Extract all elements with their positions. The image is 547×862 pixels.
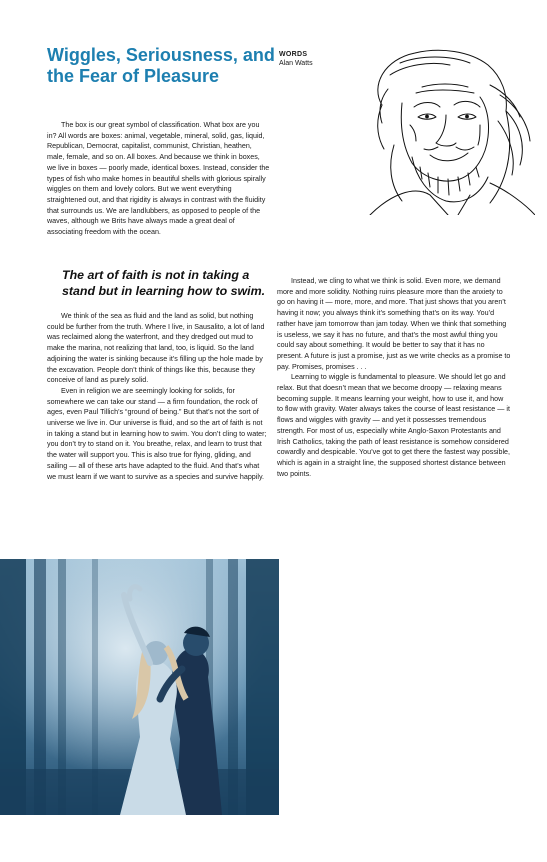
pull-quote: The art of faith is not in taking a stand but in learning how to swim. — [62, 268, 266, 298]
intro-paragraph: The box is our great symbol of classification. What box are you in? All words are boxes: animal, vegetable, mineral, solid, gas, liquid, Republican, Democrat, capitalist, communist, Christian, heathen, male, female, and so on. All boxes. And because we think in boxes, we live in boxes — poorly made, identical boxes. Instead, consider the types of fish who make homes in beautiful shells with glorious spirally wiggles on them and lovely colors. But we went everything straightened out, and that rigidity is always in contrast with the fluidity that surrounds us. We are landlubbers, as opposed to people of the waves, although we Brits have always made a great deal of associating freedom with the ocean. — [47, 121, 270, 237]
body-paragraph: Instead, we cling to what we think is solid. Even more, we demand more and more solidity. Nothing ruins pleasure more than the anxiety to go on having it — more, more, and more. That just shows that you aren’t having it now; you always think it’s something that’s on its way. You’d rather have jam tomorrow than jam today. When we think that something is useless, we say it has no future, and that’s the most awful thing you could say about something. It would be better to say that it has no present. A future is just a promise, just as we write checks as a promise to pay. Promises, promises . . . — [277, 277, 511, 371]
dancing-couple-photo — [0, 559, 279, 815]
section-kicker: WORDS — [279, 51, 308, 58]
right-column — [277, 276, 511, 479]
author-name: Alan Watts — [279, 60, 313, 67]
article-title: Wiggles, Seriousness, and the Fear of Pleasure — [47, 45, 275, 86]
byline — [279, 50, 313, 68]
body-paragraph: Even in religion we are seemingly looking for solids, for somewhere we can take our stand — a firm foundation, the rock of ages, even Paul Tillich’s “ground of being.” But that’s not the sort of universe we live in. Our universe is fluid, and so the art of faith is not in taking a stand but in learning how to swim. You don’t cling to water; you don’t try to stand on it. You breathe, relax, and learn to trust that the water will support you. This is also true for flying, gliding, and sailing — all of these arts have adapted to the fluid. And that’s what we must learn if we want to survive as a species and survive happily. — [47, 386, 267, 481]
left-column — [47, 311, 270, 482]
body-paragraph: We think of the sea as fluid and the land as solid, but nothing could be further from the truth. Where I live, in Sausalito, a lot of land was reclaimed along the waterfront, and they dredged out mud to make the marina, not realizing that land, too, is liquid. So the land adjoining the water is sinking because it’s filling up the hole made by the excavation. People don’t think of things like this, because they conceive of land as purely solid. — [47, 312, 265, 385]
portrait-illustration — [330, 45, 535, 215]
body-paragraph: Learning to wiggle is fundamental to pleasure. We should let go and relax. But that doesn’t mean that we become droopy — relaxing means becoming supple. It means learning your weight, how to use it, and how to flow with gravity. Water always takes the course of least resistance — it flows and wiggles with gravity — and yet it possesses tremendous strength. For most of us, especially white Anglo-Saxon Protestants and Irish Catholics, taking the path of least resistance is somehow considered cowardly and despicable. You’ve got to get there the fastest way possible, which is again in a straight line, the supposed shortest distance between two points. — [277, 373, 511, 478]
intro-column — [47, 120, 270, 238]
